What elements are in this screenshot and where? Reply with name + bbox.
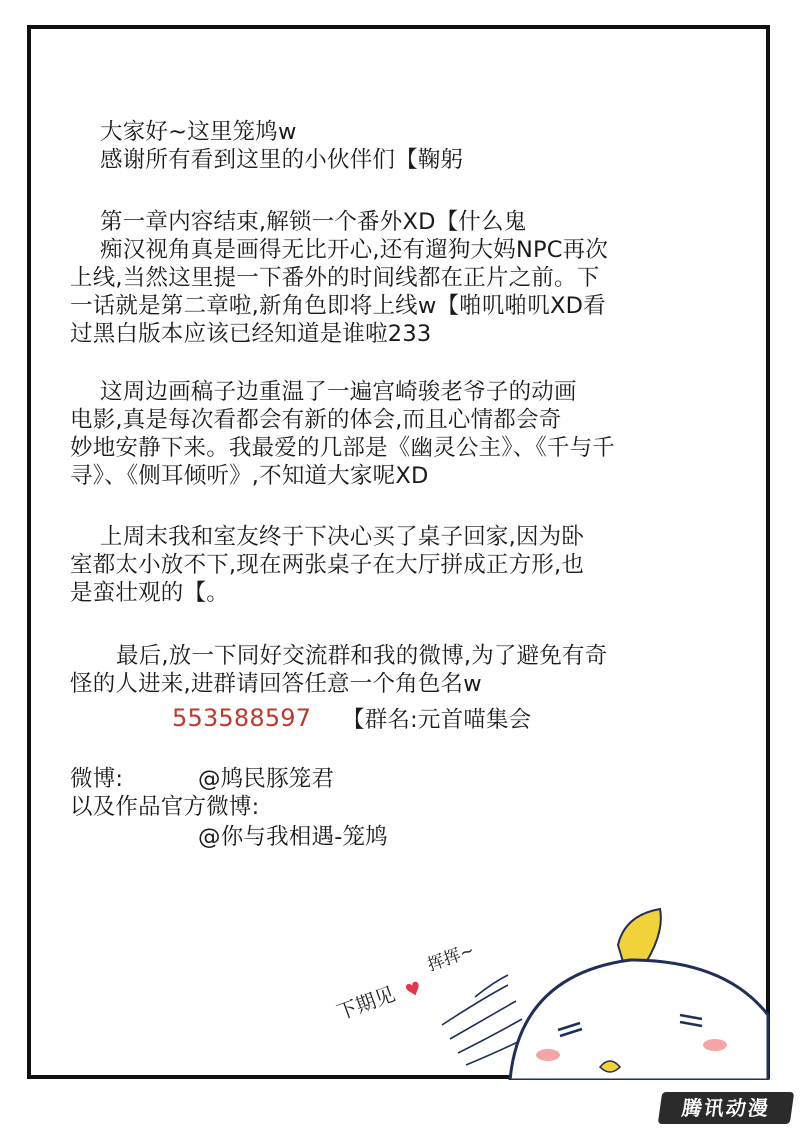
paragraph-line: 上线,当然这里提一下番外的时间线都在正片之前。下 <box>70 265 600 291</box>
paragraph-line: 过黑白版本应该已经知道是谁啦233 <box>70 321 432 347</box>
heart-icon: ♥ <box>402 977 425 1003</box>
watermark-logo: 腾讯动漫 <box>658 1092 794 1124</box>
greeting-line: 大家好~这里笼鸠w <box>100 119 297 145</box>
cheek-icon <box>536 1049 560 1061</box>
cheek-icon <box>703 1039 727 1051</box>
farewell-text: 下期见 <box>333 981 399 1025</box>
paragraph-line: 电影,真是每次看都会有新的体会,而且心情都会奇 <box>70 407 562 433</box>
wave-text: 挥挥~ <box>424 940 478 976</box>
qq-group-number: 553588597 <box>172 704 312 732</box>
qq-group-name: 【群名:元首喵集会 <box>342 707 532 733</box>
paragraph-line: 怪的人进来,进群请回答任意一个角色名w <box>70 671 482 697</box>
weibo-handle[interactable]: @鸠民豚笼君 <box>198 766 335 792</box>
paragraph-line: 最后,放一下同好交流群和我的微博,为了避免有奇 <box>116 643 608 669</box>
paragraph-line: 第一章内容结束,解锁一个番外XD【什么鬼 <box>100 209 527 235</box>
official-weibo-handle[interactable]: @你与我相遇-笼鸠 <box>198 824 388 850</box>
paragraph-line: 妙地安静下来。我最爱的几部是《幽灵公主》、《千与千 <box>70 435 616 461</box>
official-weibo-label: 以及作品官方微博: <box>70 794 260 820</box>
paragraph-line: 寻》、《侧耳倾听》,不知道大家呢XD <box>70 463 429 489</box>
paragraph-line: 室都太小放不下,现在两张桌子在大厅拼成正方形,也 <box>70 552 585 578</box>
greeting-line: 感谢所有看到这里的小伙伴们【鞠躬 <box>100 147 464 173</box>
paragraph-line: 是蛮壮观的【。 <box>70 580 229 606</box>
paragraph-line: 这周边画稿子边重温了一遍宫崎骏老爷子的动画 <box>100 379 577 405</box>
paragraph-line: 上周末我和室友终于下决心买了桌子回家,因为卧 <box>100 524 585 550</box>
weibo-label: 微博: <box>70 766 124 792</box>
mascot-illustration <box>330 905 770 1080</box>
paragraph-line: 痴汉视角真是画得无比开心,还有遛狗大妈NPC再次 <box>100 237 609 263</box>
paragraph-line: 一话就是第二章啦,新角色即将上线w【啪叽啪叽XD看 <box>70 293 606 319</box>
mascot-body <box>510 960 768 1080</box>
